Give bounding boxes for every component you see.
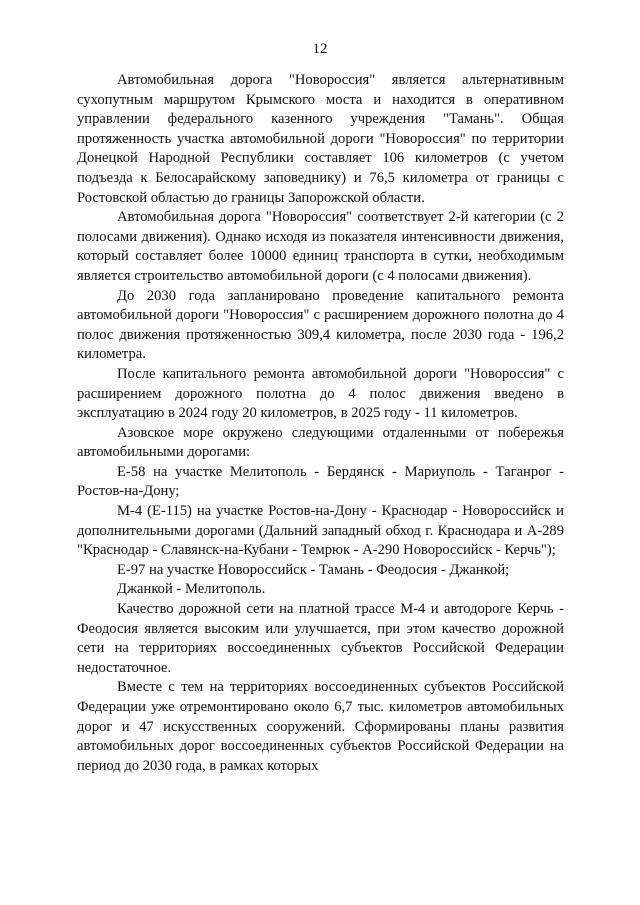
paragraph-road-category: Автомобильная дорога "Новороссия" соответствует 2-й категории (с 2 полосами движения). Однако исходя из показателя интенсивности движения, который составляет более 10000 единиц транспорта в сутки, необходимым является строительство автомобильной дороги (с 4 полосами движения). xyxy=(77,209,564,284)
paragraph-road-quality: Качество дорожной сети на платной трассе М-4 и автодороге Керчь - Феодосия является высоким или улучшается, при этом качество дорожной сети на территориях воссоединенных субъектов Российской Федерации недостаточное. xyxy=(77,601,564,676)
list-item-m4: М-4 (Е-115) на участке Ростов-на-Дону - Краснодар - Новороссийск и дополнительными дорогами (Дальний западный обход г. Краснодара и А-289 "Краснодар - Славянск-на-Кубани - Темрюк - А-290 Новороссийск - Керчь"); xyxy=(77,503,564,559)
list-item-e97: Е-97 на участке Новороссийск - Тамань - Феодосия - Джанкой; xyxy=(117,561,510,578)
paragraph-repair-results: После капитального ремонта автомобильной дороги "Новороссия" с расширением дорожного полотна до 4 полос движения введено в эксплуатацию в 2024 году 20 километров, в 2025 году - 11 километров. xyxy=(77,365,564,422)
paragraph-repaired-roads: Вместе с тем на территориях воссоединенных субъектов Российской Федерации уже отремонтировано около 6,7 тыс. километров автомобильных дорог и 47 искусственных сооружений. Сформированы планы развития автомобильных дорог воссоединенных субъектов Российской Федерации на период до 2030 года, в рамках которых xyxy=(77,679,564,774)
list-item-dzhankoy-melitopol: Джанкой - Мелитополь. xyxy=(117,581,266,598)
list-item-e58: Е-58 на участке Мелитополь - Бердянск - Мариуполь - Таганрог - Ростов-на-Дону; xyxy=(77,463,564,500)
paragraph-azov-sea-roads: Азовское море окружено следующими отдаленными от побережья автомобильными дорогами: xyxy=(77,424,564,461)
paragraph-novorossiya-road: Автомобильная дорога "Новороссия" является альтернативным сухопутным маршрутом Крымского моста и находится в оперативном управлении федерального казенного учреждения "Тамань". Общая протяженность участка автомобильной дороги "Новороссия" по территории Донецкой Народной Республики составляет 106 километров (с учетом подъезда к Белосарайскому заповеднику) и 76,5 километра от границы с Ростовской областью до границы Запорожской области. xyxy=(77,72,564,206)
document-body xyxy=(77,71,564,776)
paragraph-repair-plan-2030: До 2030 года запланировано проведение капитального ремонта автомобильной дороги "Новороссия" с расширением дорожного полотна до 4 полос движения протяженностью 309,4 километра, после 2030 года - 196,2 километра. xyxy=(77,287,564,363)
page-number: 12 xyxy=(312,41,328,57)
